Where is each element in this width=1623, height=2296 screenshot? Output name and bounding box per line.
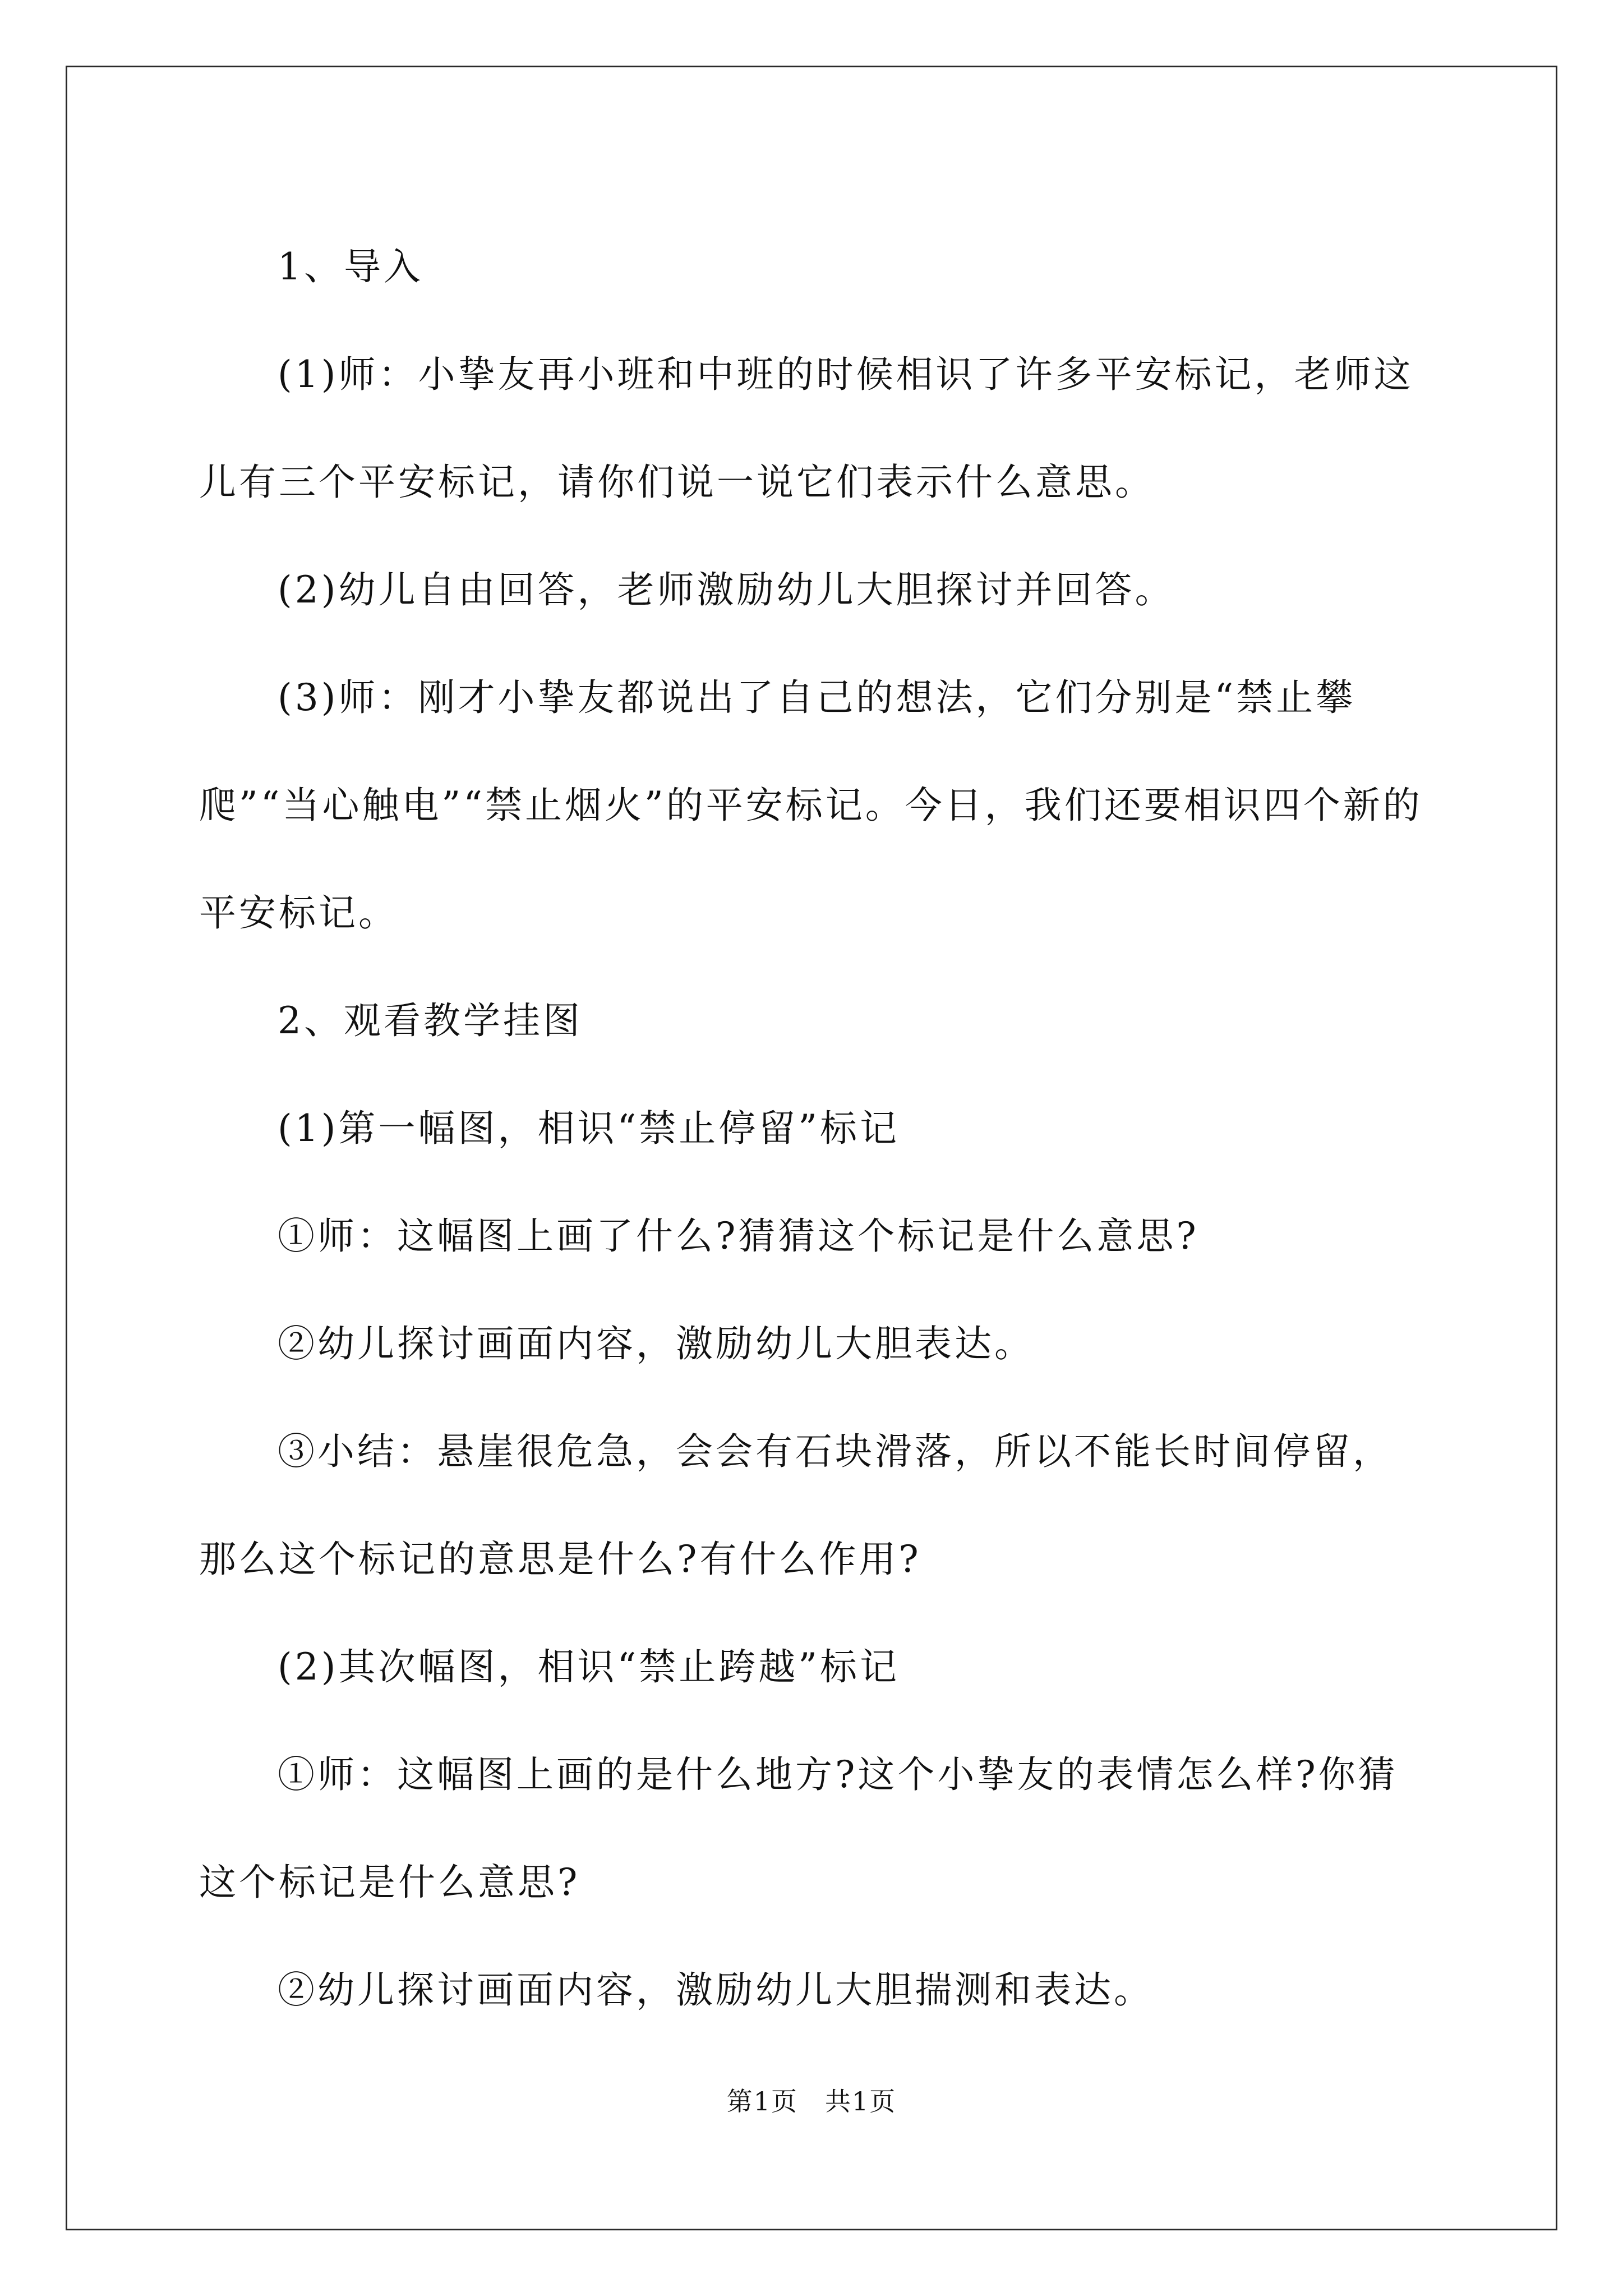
paragraph: ②幼儿探讨画面内容，激励幼儿大胆揣测和表达。 [278,1968,1154,2012]
paragraph: ②幼儿探讨画面内容，激励幼儿大胆表达。 [278,1322,1034,1365]
heading-intro: 1、导入 [278,245,423,288]
paragraph: ①师：这幅图上画了什么?猜猜这个标记是什么意思? [278,1214,1199,1258]
paragraph: ③小结：悬崖很危急，会会有石块滑落，所以不能长时间停留，那么这个标记的意思是什么?有什么作用? [199,1430,1393,1581]
paragraph: (1)第一幅图，相识“禁止停留”标记 [278,1107,900,1150]
paragraph: (3)师：刚才小挚友都说出了自己的想法，它们分别是“禁止攀爬”“当心触电”“禁止烟火”的平安标记。今日，我们还要相识四个新的平安标记。 [199,676,1423,935]
page-footer: 第1页 共1页 [726,2086,897,2116]
heading-watch-charts: 2、观看教学挂图 [278,999,583,1042]
paragraph: (1)师：小挚友再小班和中班的时候相识了许多平安标记，老师这儿有三个平安标记，请你们说一说它们表示什么意思。 [199,353,1414,504]
paragraph: (2)幼儿自由回答，老师激励幼儿大胆探讨并回答。 [278,568,1175,611]
paragraph: (2)其次幅图，相识“禁止跨越”标记 [278,1645,900,1688]
document-body [199,213,1430,2044]
paragraph: ①师：这幅图上画的是什么地方?这个小挚友的表情怎么样?你猜这个标记是什么意思? [199,1753,1398,1904]
